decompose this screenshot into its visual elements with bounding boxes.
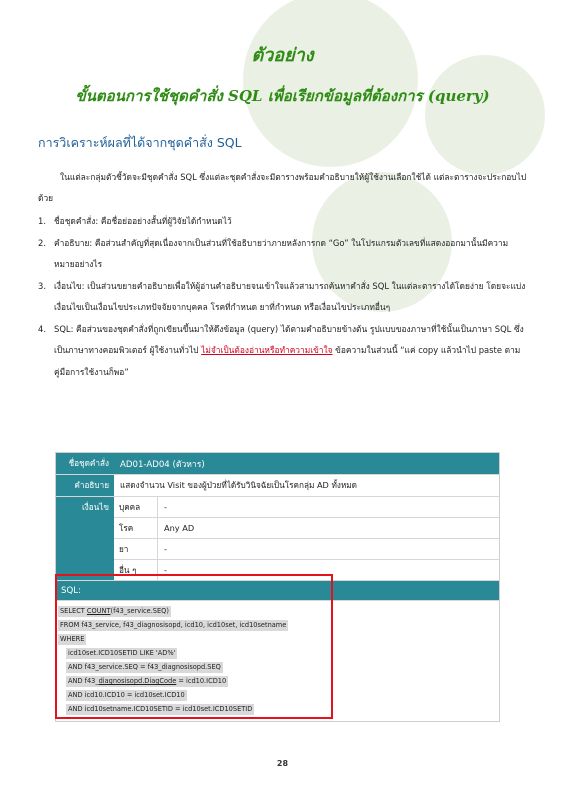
condition-type: โรค [114, 518, 158, 538]
sql-line: SELECT COUNT(f43_service.SEQ) [60, 607, 169, 615]
list-item [38, 319, 528, 384]
conditions-label: เงื่อนไข [56, 497, 114, 580]
sql-line: AND f43_service.SEQ = f43_diagnosisopd.SEQ [68, 663, 221, 671]
condition-row [114, 518, 499, 539]
list-item-number: 3. [38, 280, 46, 291]
sql-line: FROM f43_service, f43_diagnosisopd, icd10, icd10set, icd10setname [60, 621, 287, 629]
name-value: AD01-AD04 (ตัวหาร) [120, 459, 205, 470]
condition-value: Any AD [164, 523, 195, 533]
conditions-list [114, 497, 499, 580]
list-item-text: ชื่อชุดคำสั่ง: คือชื่อย่ออย่างสั้นที่ผู้วิจัยได้กำหนดไว้ [54, 216, 232, 226]
description-value: แสดงจำนวน Visit ของผู้ป่วยที่ได้รับวินิจฉัยเป็นโรคกลุ่ม AD ทั้งหมด [120, 480, 357, 490]
list-item-number: 1. [38, 216, 46, 226]
list-item-number: 4. [38, 323, 46, 334]
sql-line: AND icd10.ICD10 = icd10set.ICD10 [68, 691, 185, 699]
sql-line: AND icd10setname.ICD10SETID = icd10set.ICD10SETID [68, 705, 253, 713]
table-header-row [56, 453, 499, 475]
section-heading: การวิเคราะห์ผลที่ได้จากชุดคำสั่ง SQL [38, 135, 242, 150]
highlight-box [55, 574, 333, 719]
sql-line: icd10set.ICD10SETID LIKE 'AD%' [68, 649, 176, 657]
sql-line: AND f43_diagnosisopd.DiagCode = icd10.ICD10 [68, 677, 227, 685]
condition-value: - [164, 565, 167, 575]
page-title-line1: ตัวอย่าง [251, 45, 314, 66]
explanation-list [38, 211, 528, 383]
sql-line: WHERE [60, 635, 85, 643]
condition-type: ยา [114, 539, 158, 559]
list-item-text: คำอธิบาย: คือส่วนสำคัญที่สุดเนื่องจากเป็นส่วนที่ใช้อธิบายว่าภายหลังการกด “Go” ในโปรแกรมตัวเลขที่แสดงออกมานั้นมีความหมายอย่างไร [54, 237, 509, 269]
condition-row [114, 539, 499, 560]
name-label: ชื่อชุดคำสั่ง [68, 458, 109, 468]
condition-type: อื่น ๆ [114, 560, 158, 580]
conditions-block [56, 497, 499, 581]
list-item-text: เงื่อนไข: เป็นส่วนขยายคำอธิบายเพื่อให้ผู้อ่านคำอธิบายจนเข้าใจแล้วสามารถค้นหาคำสั่ง SQL ในแต่ละตารางได้โดยง่าย โดยจะแบ่งเงื่อนไขเป็นเงื่อนไขประเภทปัจจัยจากบุคคล โรคที่กำหนด ยาที่กำหนด หรือเงื่อนไขประเภทอื่นๆ [54, 280, 526, 312]
description-label: คำอธิบาย [56, 475, 114, 496]
list-item-text-after: ข้อความในส่วนนี้ “แค่ copy แล้วนำไป paste ตามคู่มือการใช้งานก็พอ” [54, 345, 521, 377]
list-item-text-before: SQL: คือส่วนของชุดคำสั่งที่ถูกเขียนขึ้นมาให้ดึงข้อมูล (query) ได้ตามคำอธิบายข้างต้น รูปแบบของภาษาที่ใช้นั้นเป็นภาษา SQL ซึ่งเป็นภาษาทางคอมพิวเตอร์ ผู้ใช้งานทั่วไป [54, 323, 524, 355]
condition-row [114, 497, 499, 518]
list-item [38, 211, 528, 233]
condition-type: บุคคล [114, 497, 158, 517]
description-row [56, 475, 499, 497]
condition-value: - [164, 502, 167, 512]
highlight-warning-text: ไม่จำเป็นต้องอ่านหรือทำความเข้าใจ [201, 345, 333, 355]
list-item [38, 276, 528, 319]
intro-paragraph: ในแต่ละกลุ่มตัวชี้วัดจะมีชุดคำสั่ง SQL ซึ่งแต่ละชุดคำสั่งจะมีตารางพร้อมคำอธิบายให้ผู้ใช้งานเลือกใช้ได้ แต่ละตารางจะประกอบไปด้วย [38, 172, 527, 203]
page-number: 28 [276, 759, 289, 768]
page-title-line2: ขั้นตอนการใช้ชุดคำสั่ง SQL เพื่อเรียกข้อมูลที่ต้องการ (query) [75, 87, 490, 105]
list-item-number: 2. [38, 237, 46, 248]
condition-value: - [164, 544, 167, 554]
list-item [38, 233, 528, 276]
sql-label: SQL: [61, 585, 81, 596]
